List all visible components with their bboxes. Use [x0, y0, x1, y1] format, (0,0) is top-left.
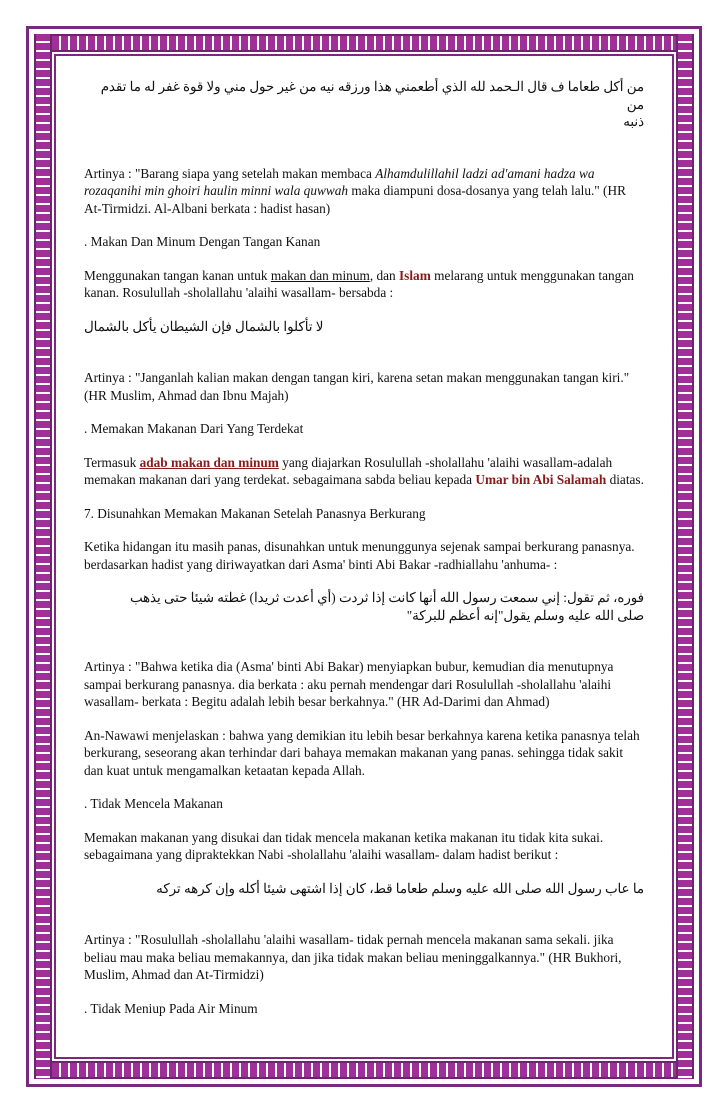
arabic-hadith-asma [84, 589, 644, 624]
section-heading: . Tidak Mencela Makanan [84, 796, 223, 811]
translation-paragraph: Artinya : "Janganlah kalian makan dengan tangan kiri, karena setan makan menggunakan tangan kiri." (HR Muslim, Ahmad dan Ibnu Majah) [84, 370, 630, 403]
body-paragraph [84, 267, 644, 302]
translation-paragraph: Artinya : "Bahwa ketika dia (Asma' binti Abi Bakar) menyiapkan bubur, kemudian dia menutupnya sampai berkurang panasnya. dia berkata : aku pernah mendengar dari Rosulullah -sholallahu 'alaihi wasallam- berkata : Begitu adalah lebih besar berkahnya." (HR Ad-Darimi dan Ahmad) [84, 659, 614, 709]
text-run: yang diajarkan Rosulullah -sholallahu 'alaihi wasallam-adalah memakan makanan dari yang terdekat. sebagaimana sabda beliau kepada [84, 454, 613, 487]
body-paragraph: Memakan makanan yang disukai dan tidak mencela makanan ketika makanan itu tidak kita sukai. sebagaimana yang dipraktekkan Nabi -sholallahu 'alaihi wasallam- dalam hadist berikut : [84, 829, 604, 862]
arabic-hadith-doa [84, 78, 644, 131]
chain-border-right [676, 34, 694, 1079]
text-run: melarang untuk menggunakan tangan kanan. Rosulullah -sholallahu 'alaihi wasallam- bersabda : [84, 267, 634, 300]
chain-border-bottom [34, 1061, 694, 1079]
italic-transliteration: Alhamdulillahil ladzi ad'amani hadza wa rozaqanihi min ghoiri haulin minni wala quwwah [84, 165, 595, 198]
bold-islam: Islam [399, 267, 431, 283]
body-paragraph [84, 454, 644, 489]
text-run: Menggunakan tangan kanan untuk [84, 267, 271, 283]
section-heading: . Makan Dan Minum Dengan Tangan Kanan [84, 234, 321, 249]
translation-paragraph [84, 165, 644, 218]
document-body [84, 78, 644, 1033]
link-makan-dan-minum[interactable]: makan dan minum [270, 267, 370, 283]
chain-border-left [34, 34, 52, 1079]
section-heading: . Tidak Meniup Pada Air Minum [84, 1000, 258, 1016]
section-heading: 7. Disunahkan Memakan Makanan Setelah Panasnya Berkurang [84, 505, 426, 521]
arabic-line: صلى الله عليه وسلم يقول"إنه أعظم للبركة" [406, 607, 644, 623]
text-run: , dan [369, 267, 399, 283]
arabic-hadith-food: ما عاب رسول الله صلى الله عليه وسلم طعاما قط، كان إذا اشتهى شيئا أكله وإن كرهه تركه [156, 880, 644, 896]
text-run: maka diampuni dosa-dosanya yang telah lalu." (HR At-Tirmidzi. Al-Albani berkata : hadist hasan) [84, 183, 626, 216]
arabic-line: ذنبه [623, 114, 644, 129]
text-run: diatas. [606, 472, 644, 487]
body-paragraph: An-Nawawi menjelaskan : bahwa yang demikian itu lebih besar berkahnya karena ketika panasnya telah berkurang, seseorang akan terhindar dari bahaya memakan makanan yang panas. sehingga tidak sakit dan kuat untuk mengamalkan ketaatan kepada Allah. [84, 727, 640, 778]
chain-border-top [34, 34, 694, 52]
section-heading: . Memakan Makanan Dari Yang Terdekat [84, 421, 304, 436]
link-adab-makan-dan-minum[interactable]: adab makan dan minum [139, 454, 279, 470]
translation-paragraph: Artinya : "Rosulullah -sholallahu 'alaihi wasallam- tidak pernah mencela makanan sama sekali. jika beliau mau maka beliau memakannya, dan jika tidak makan beliau meninggalkannya." (HR Bukhori, Muslim, Ahmad dan At-Tirmidzi) [84, 932, 622, 982]
arabic-line: من أكل طعاما ف قال الـحمد لله الذي أطعمني هذا ورزقه نيه من غير حول مني ولا قوة غفر له ما تقدم من [100, 79, 644, 112]
bold-umar-bin-abi-salamah: Umar bin Abi Salamah [475, 472, 607, 487]
text-run: Termasuk [84, 454, 140, 470]
arabic-line: فوره، ثم تقول: إني سمعت رسول الله أنها كانت إذا ثردت (أي أعدت ثريدا) غطته شيئا حتى يذهب [129, 590, 644, 605]
arabic-hadith-left-hand: لا تأكلوا بالشمال فإن الشيطان يأكل بالشمال [84, 318, 324, 334]
text-run: Artinya : "Barang siapa yang setelah makan membaca [84, 165, 376, 181]
body-paragraph: Ketika hidangan itu masih panas, disunahkan untuk menunggunya sejenak sampai berkurang panasnya. berdasarkan hadist yang diriwayatkan dari Asma' binti Abi Bakar -radhiallahu 'anhuma- : [84, 539, 635, 572]
